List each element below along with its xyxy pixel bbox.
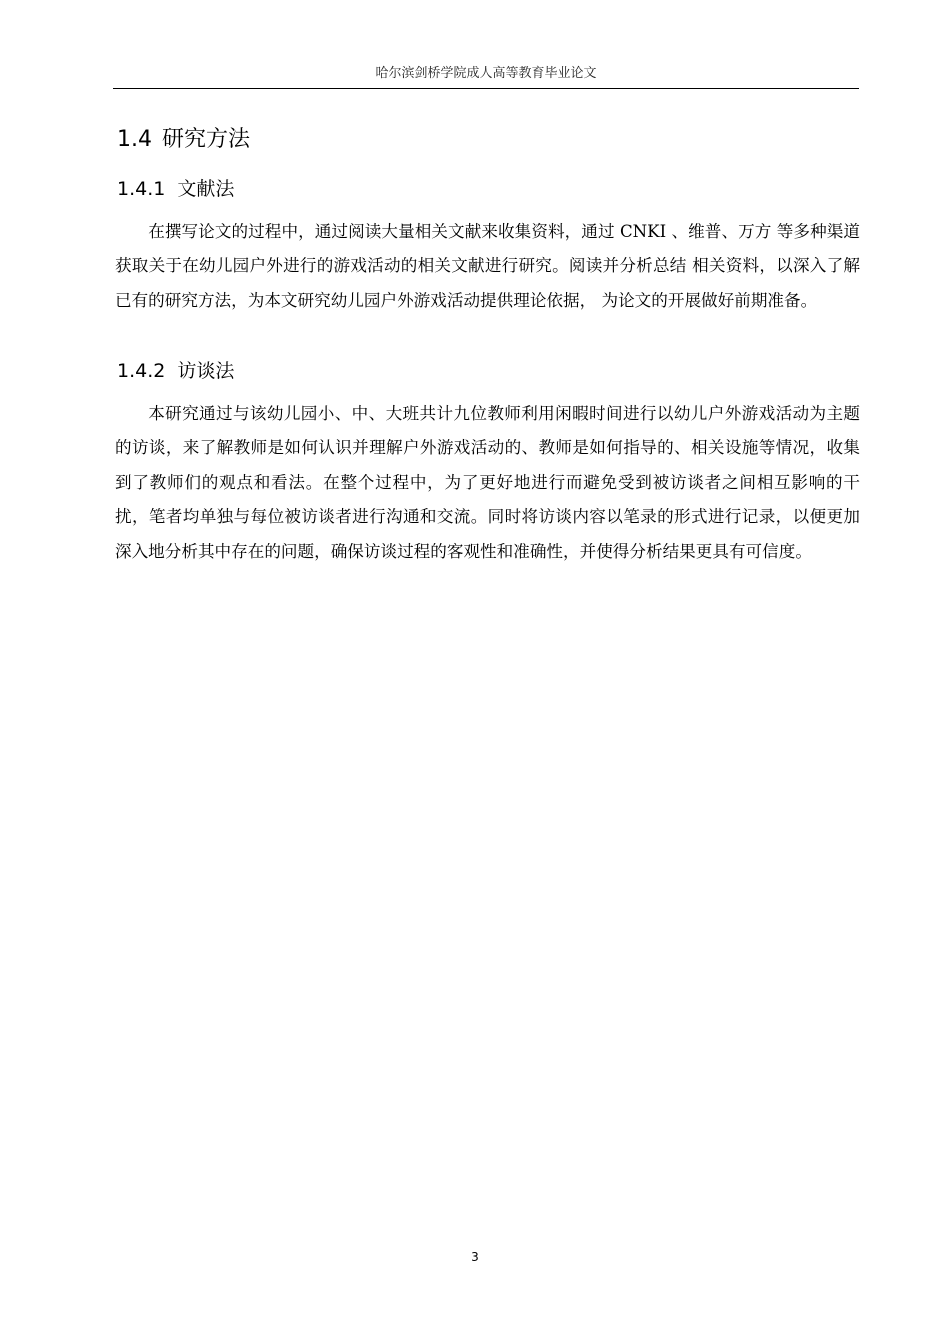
- subsection-heading: [117, 357, 234, 385]
- page-number: 3: [471, 1250, 479, 1264]
- subsection-heading: [117, 175, 234, 203]
- section-heading: [117, 124, 250, 156]
- body-paragraph: 在撰写论文的过程中，通过阅读大量相关文献来收集资料，通过 CNKI 、维普、万方 等多种渠道获取关于在幼儿园户外进行的游戏活动的相关文献进行研究。阅读并分析总结 相关资料，以深入了解已有的研究方法，为本文研究幼儿园户外游戏活动提供理论依据， 为论文的开展做好前期准备。: [115, 222, 860, 310]
- header-rule: [113, 88, 859, 89]
- page-header: 哈尔滨剑桥学院成人高等教育毕业论文: [375, 66, 597, 81]
- subsection-title: 文献法: [177, 178, 235, 200]
- section-number: 1.4: [117, 127, 152, 152]
- section-title: 研究方法: [162, 127, 251, 152]
- body-paragraph: 本研究通过与该幼儿园小、中、大班共计九位教师利用闲暇时间进行以幼儿户外游戏活动为主题的访谈，来了解教师是如何认识并理解户外游戏活动的、教师是如何指导的、相关设施等情况，收集到了教师们的观点和看法。在整个过程中，为了更好地进行而避免受到被访谈者之间相互影响的干扰，笔者均单独与每位被访谈者进行沟通和交流。同时将访谈内容以笔录的形式进行记录，以便更加深入地分析其中存在的问题，确保访谈过程的客观性和准确性，并使得分析结果更具有可信度。: [115, 404, 860, 561]
- subsection-title: 访谈法: [177, 360, 235, 382]
- subsection-number: 1.4.2: [117, 360, 166, 382]
- subsection-number: 1.4.1: [117, 178, 166, 200]
